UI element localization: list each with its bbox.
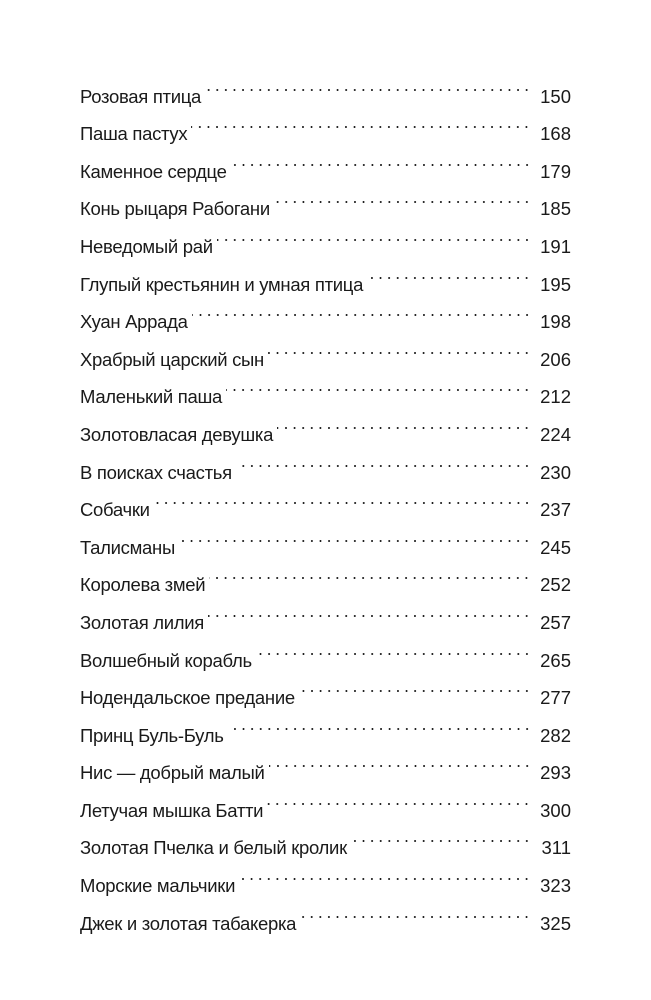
toc-entry-title: Собачки — [80, 499, 150, 521]
toc-entry-title: Розовая птица — [80, 85, 202, 107]
dot-leader — [268, 328, 531, 366]
toc-entry-title: Конь рыцаря Рабогани — [80, 198, 270, 220]
dot-leader — [300, 892, 531, 930]
toc-entry-page: 282 — [540, 724, 571, 746]
dot-leader — [239, 854, 531, 892]
toc-entry-page: 206 — [540, 348, 571, 370]
toc-entry-page: 150 — [540, 85, 571, 107]
dot-leader — [209, 554, 531, 592]
dot-leader — [205, 65, 531, 103]
toc-entry-title: Летучая мышка Батти — [80, 799, 264, 821]
toc-entry-title: Нодендальское предание — [80, 687, 295, 709]
toc-entry-page: 311 — [541, 837, 571, 859]
toc-entry-title: Волшебный корабль — [80, 649, 252, 671]
toc-entry-page: 179 — [540, 160, 571, 182]
dot-leader — [277, 403, 531, 441]
toc-entry-page: 212 — [540, 386, 571, 408]
toc-entry[interactable] — [80, 516, 571, 558]
dot-leader — [179, 516, 531, 554]
table-of-contents — [80, 65, 571, 934]
toc-entry-title: В поисках счастья — [80, 461, 232, 483]
toc-entry-title: Маленький паша — [80, 386, 222, 408]
toc-entry-title: Хуан Аррада — [80, 311, 188, 333]
toc-entry-page: 252 — [540, 574, 571, 596]
toc-entry-title: Золотая Пчелка и белый кролик — [80, 837, 347, 859]
toc-entry-page: 265 — [540, 649, 571, 671]
dot-leader — [226, 366, 531, 404]
toc-entry-title: Каменное сердце — [80, 160, 227, 182]
toc-entry-title: Талисманы — [80, 536, 175, 558]
toc-entry-title: Глупый крестьянин и умная птица — [80, 273, 364, 295]
toc-entry-title: Храбрый царский сын — [80, 348, 264, 370]
toc-entry-page: 237 — [540, 499, 571, 521]
toc-entry-page: 195 — [540, 273, 571, 295]
dot-leader — [351, 817, 531, 855]
dot-leader — [154, 479, 531, 517]
dot-leader — [256, 629, 531, 667]
toc-entry-title: Королева змей — [80, 574, 206, 596]
toc-entry-page: 198 — [540, 311, 571, 333]
toc-entry-page: 293 — [540, 762, 571, 784]
dot-leader — [367, 253, 531, 291]
dot-leader — [217, 215, 531, 253]
toc-entry-page: 245 — [540, 536, 571, 558]
dot-leader — [231, 140, 531, 178]
toc-entry-page: 257 — [540, 611, 571, 633]
dot-leader — [236, 441, 531, 479]
dot-leader — [274, 178, 531, 216]
toc-entry-title: Нис — добрый малый — [80, 762, 265, 784]
toc-entry[interactable] — [80, 65, 571, 107]
dot-leader — [191, 103, 531, 141]
toc-entry-title: Золотовласая девушка — [80, 423, 274, 445]
toc-entry-title: Принц Буль-Буль — [80, 724, 224, 746]
dot-leader — [228, 704, 531, 742]
toc-entry-title: Джек и золотая табакерка — [80, 912, 297, 934]
toc-entry-page: 191 — [540, 235, 571, 257]
toc-entry-page: 168 — [540, 123, 571, 145]
toc-entry-page: 230 — [540, 461, 571, 483]
toc-entry-page: 323 — [540, 875, 571, 897]
dot-leader — [267, 779, 531, 817]
toc-entry-title: Золотая лилия — [80, 611, 205, 633]
toc-entry-title: Неведомый рай — [80, 235, 213, 257]
dot-leader — [269, 742, 532, 780]
toc-entry-title: Морские мальчики — [80, 875, 236, 897]
dot-leader — [192, 291, 531, 329]
dot-leader — [208, 591, 531, 629]
toc-entry-title: Паша пастух — [80, 123, 188, 145]
toc-entry[interactable] — [80, 479, 571, 521]
dot-leader — [299, 667, 531, 705]
toc-entry-page: 325 — [540, 912, 571, 934]
toc-entry-page: 224 — [540, 423, 571, 445]
toc-entry-page: 185 — [540, 198, 571, 220]
toc-entry-page: 300 — [540, 799, 571, 821]
toc-entry-page: 277 — [540, 687, 571, 709]
